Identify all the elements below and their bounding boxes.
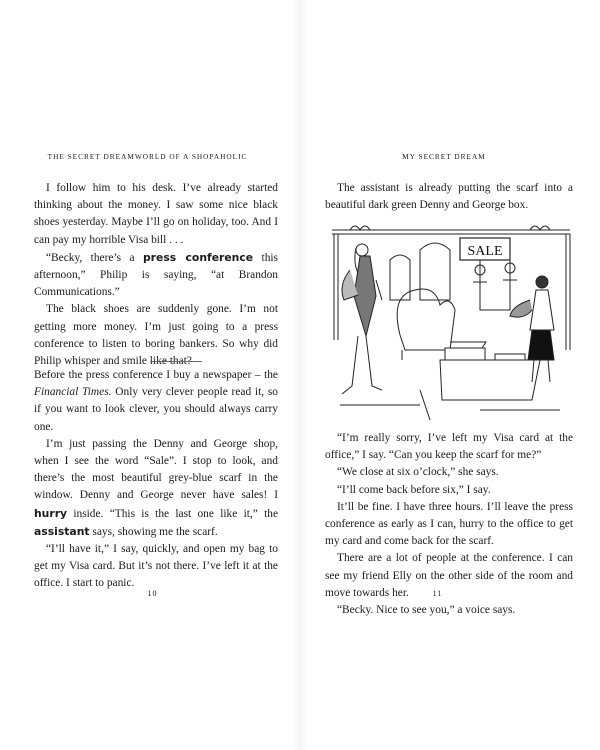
bold-term: press conference (142, 250, 254, 264)
left-section-2 (34, 367, 278, 593)
paragraph: “I’ll come back before six,” I say. (337, 483, 491, 496)
paragraph: The black shoes are suddenly gone. I’m not getting more money. I’m just going to a press conference to listen to boring bankers. So why did Philip whisper and smile like that? (34, 303, 278, 368)
paragraph: I’m just passing the Denny and George shop, when I see the word “Sale”. I stop to look, and there’s the most beautiful grey-blue scarf in the window. Denny and George never have sales! I hurry inside. “This is the last one like it,” the assistant says, showing me the scarf. (34, 437, 278, 538)
paragraph: “Becky. Nice to see you,” a voice says. (337, 604, 516, 617)
paragraph: “I’m really sorry, I’ve left my Visa card at the office,” I say. “Can you keep the scarf for me?” (325, 432, 573, 462)
running-head-left: THE SECRET DREAMWORLD OF A SHOPAHOLIC (47, 152, 248, 161)
bold-term: assistant (34, 524, 90, 538)
bold-term: hurry (34, 506, 68, 520)
page-number-left: 10 (147, 589, 158, 598)
paragraph: It’ll be fine. I have three hours. I’ll leave the press conference as early as I can, hurry to the office to get my card and come back for the scarf. (325, 500, 573, 548)
right-top-text (325, 180, 573, 214)
section-divider (150, 361, 202, 362)
paragraph: The assistant is already putting the scarf into a beautiful dark green Denny and George box. (325, 182, 573, 212)
paragraph: I follow him to his desk. I’ve already started thinking about the money. I saw some nice black shoes yesterday. Maybe I’ll go on holiday, too. And I can pay my horrible Visa bill . . . (34, 182, 278, 246)
italic-title: Financial Times. (34, 386, 112, 399)
paragraph: There are a lot of people at the conference. I can see my friend Elly on the other side of the room and move towards her. (325, 552, 573, 599)
sale-sign: SALE (467, 244, 503, 259)
paragraph: “Becky, there’s a press conference this afternoon,” Philip is saying, “at Brandon Communications.” (34, 250, 278, 299)
running-head-right: MY SECRET DREAM (402, 152, 486, 161)
shop-illustration-icon (330, 220, 576, 420)
paragraph: Before the press conference I buy a newspaper – the Financial Times. Only very clever people read it, so if you want to look clever, you should always carry one. (34, 369, 278, 433)
paragraph: “I’ll have it,” I say, quickly, and open my bag to get my Visa card. But it’s not there. I’ve left it at the office. I start to panic. (34, 543, 278, 590)
paragraph: “We close at six o’clock,” she says. (337, 466, 499, 479)
left-section-1 (34, 180, 278, 370)
page-number-right: 11 (432, 589, 443, 598)
right-page (300, 0, 600, 750)
